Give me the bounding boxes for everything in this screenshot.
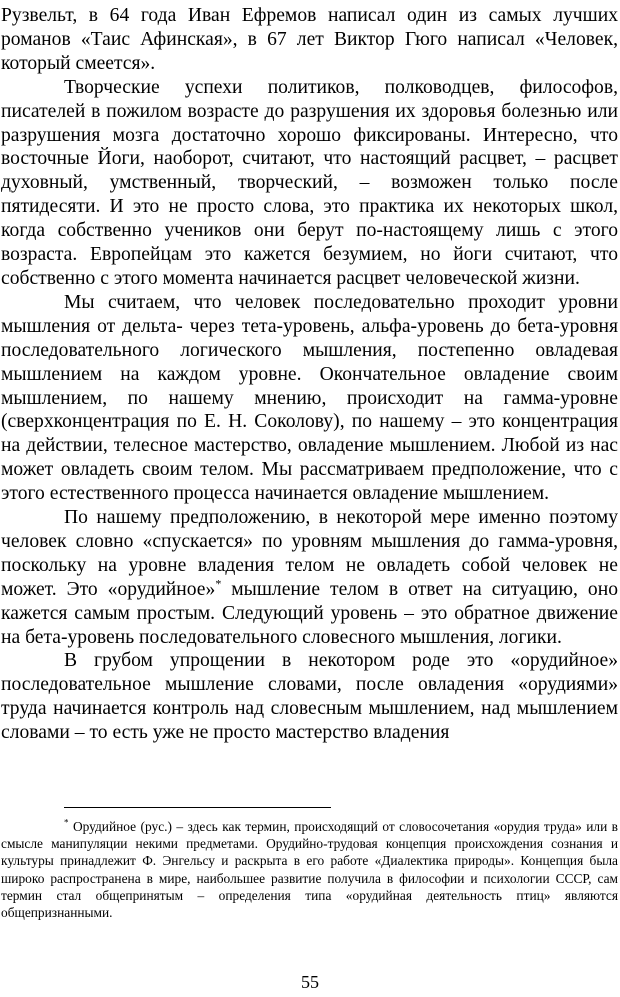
paragraph-2: Творческие успехи политиков, полководцев, философов, писателей в пожилом возрасте до разрушения их здоровья болезнью или разрушения мозга достаточно хорошо фиксированы. Интересно, что восточные Йоги, наоборот, считают, что настоящий расцвет, – расцвет духовный, умственный, творческий, – возможен только после пятидесяти. И это не просто слова, это практика их некоторых школ, когда собственно учеников они берут по-настоящему лишь с этого возраста. Европейцам это кажется безумием, но йоги считают, что собственно с этого момента начинается расцвет человеческой жизни. (1, 76, 618, 289)
paragraph-3: Мы считаем, что человек последовательно проходит уровни мышления от дельта- через тета-уровень, альфа-уровень до бета-уровня последовательного логического мышления, постепенно овладевая мышлением на каждом уровне. Окончательное овладение своим мышлением, по нашему мнению, происходит на гамма-уровне (сверхконцентрация по Е. Н. Соколову), по нашему – это концентрация на действии, телесное мастерство, овладение мышлением. Любой из нас может овладеть своим телом. Мы рассматриваем предположение, что с этого естественного процесса начинается овладение мышлением. (1, 291, 618, 505)
paragraph-4 (1, 506, 618, 649)
page-number: 55 (301, 972, 319, 992)
main-text (1, 4, 618, 745)
paragraph-1: Рузвельт, в 64 года Иван Ефремов написал один из самых лучших романов «Таис Афинская», в 67 лет Виктор Гюго написал «Человек, который смеется». (1, 5, 618, 74)
paragraph-4-before: По нашему предположению, в некоторой мере именно поэтому человек словно «спускается» по уровням мышления до гамма-уровня, поскольку на уровне владения телом не овладеть собой человек не может. Это «орудийное» (1, 507, 618, 600)
footnote-divider (64, 807, 331, 808)
paragraph-4-after: мышление телом в ответ на ситуацию, оно кажется самым простым. Следующий уровень – это обратное движение на бета-уровень последовательного словесного мышления, логики. (1, 578, 619, 648)
footnote-text: Орудийное (рус.) – здесь как термин, происходящий от словосочетания «орудия труда» или в смысле манипуляции некими предметами. Орудийно-трудовая концепция происхождения сознания и культуры принадлежит Ф. Энгельсу и раскрыта в его работе «Диалектика природы». Концепция была широко распространена в мире, наибольшее развитие получила в философии и психологии СССР, сам термин стал общепринятым – определения типа «орудийная деятельность птиц» являются общепризнанными. (1, 819, 618, 921)
footnote-marker: * (64, 817, 69, 828)
footnote (1, 818, 618, 921)
paragraph-5: В грубом упрощении в некотором роде это «орудийное» последовательное мышление словами, после овладения «орудиями» труда начинается контроль над словесным мышлением, над мышлением словами – то есть уже не просто мастерство владения (1, 650, 618, 744)
footnote-reference: * (215, 576, 222, 591)
